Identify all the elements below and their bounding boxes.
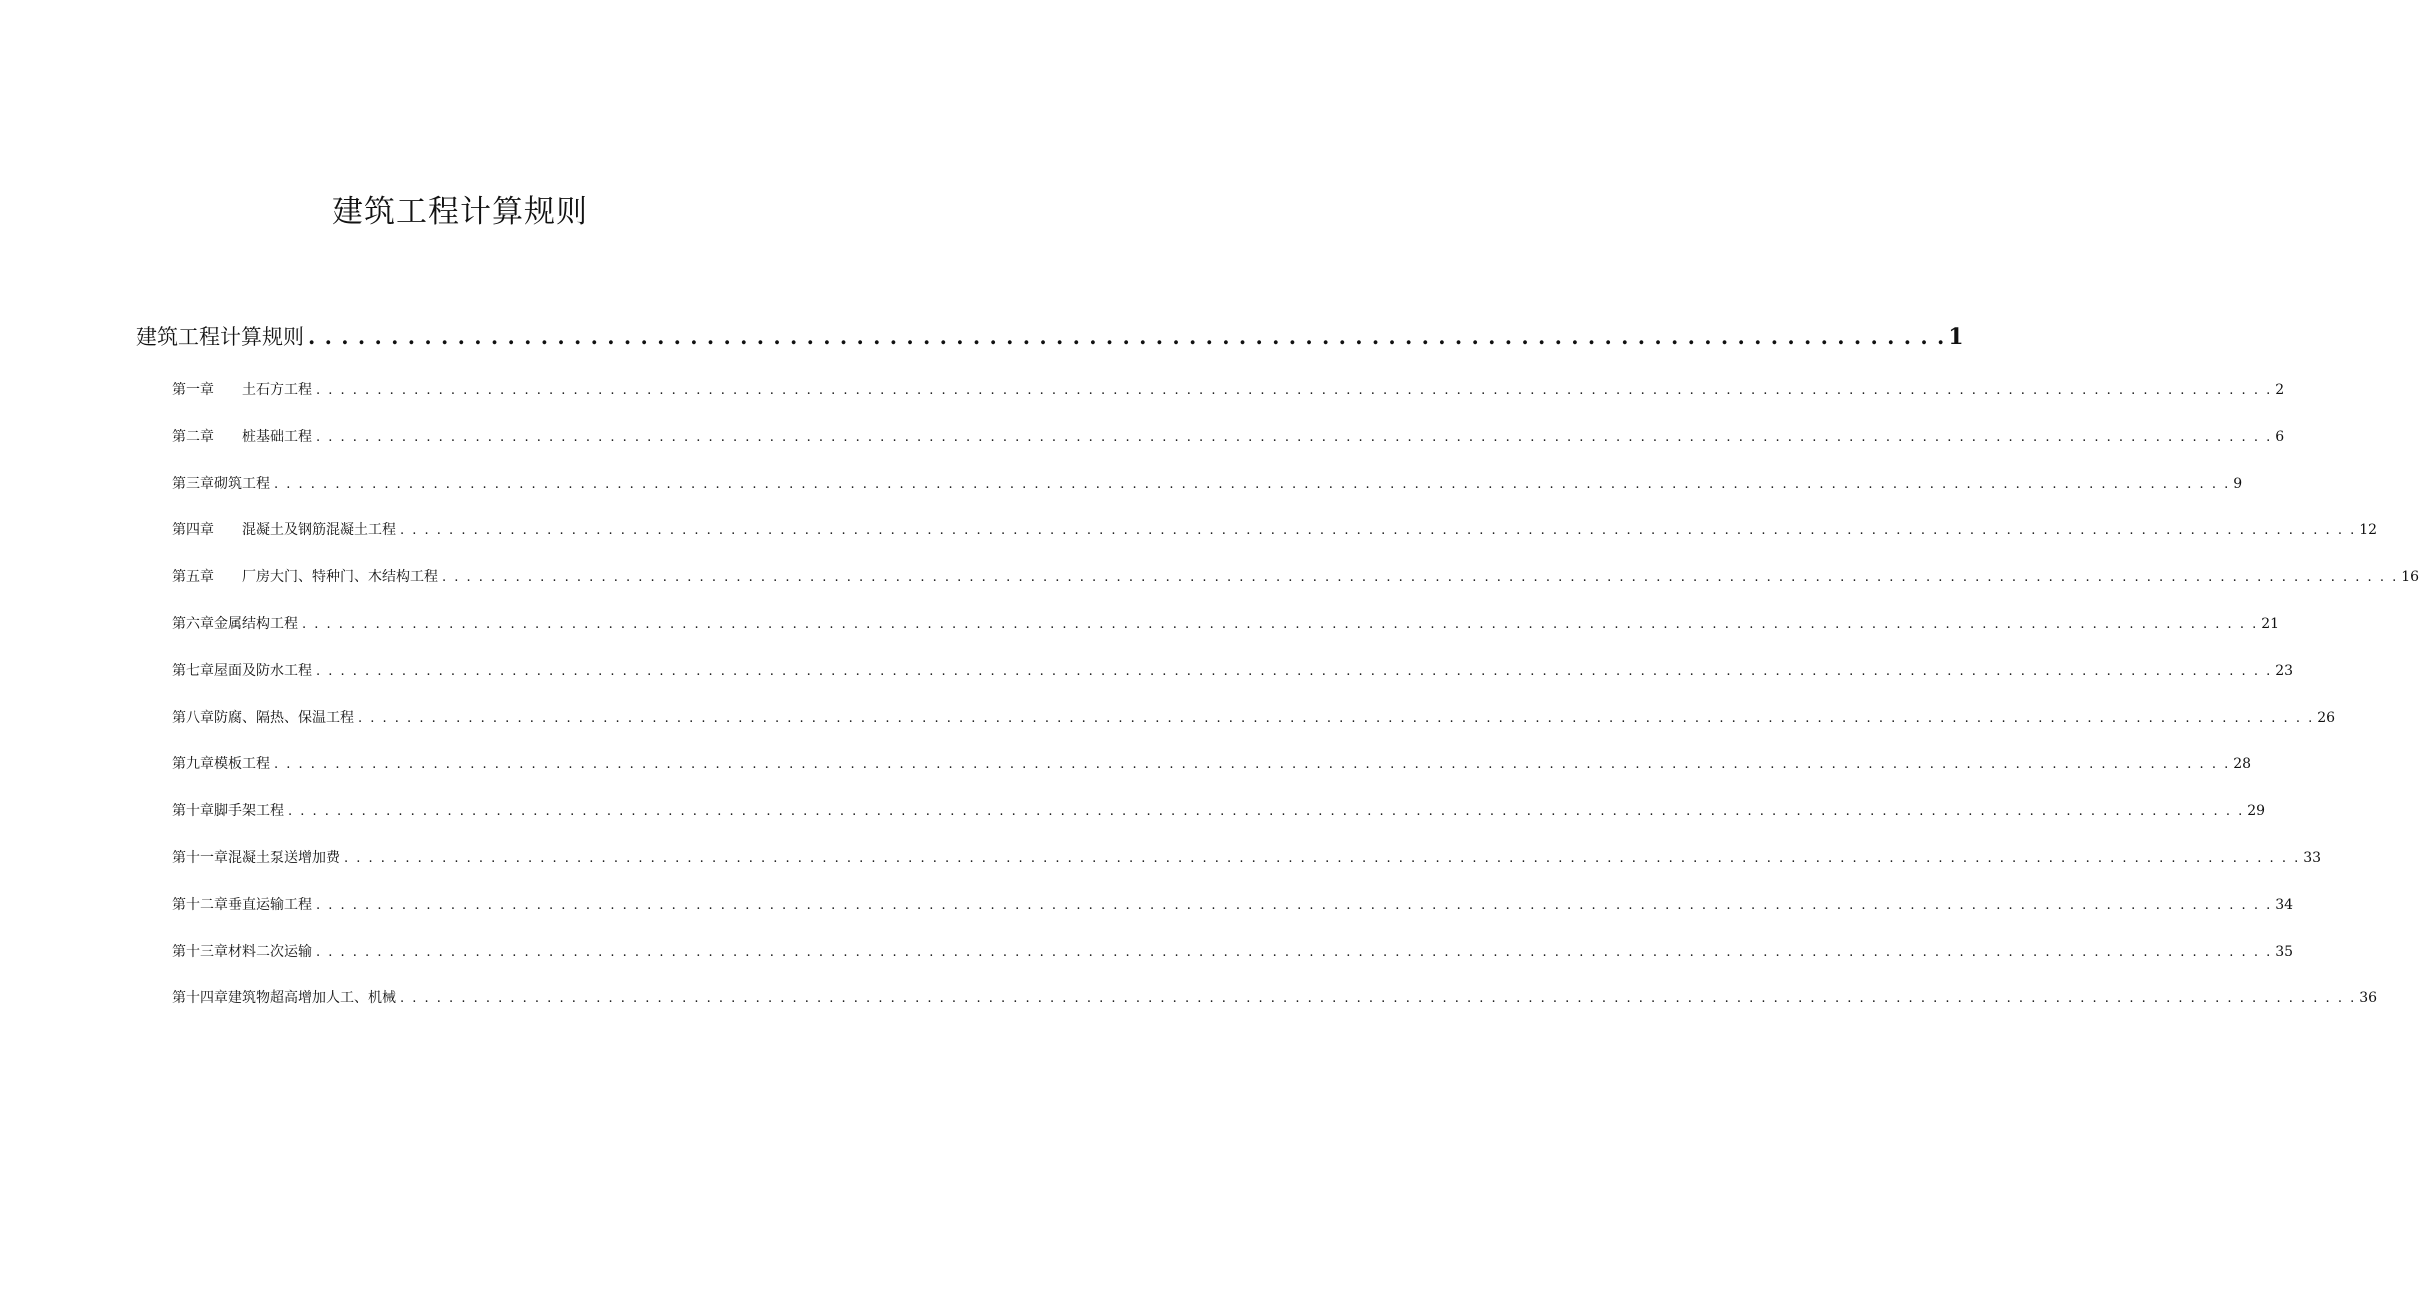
toc-entry-label: 第十章脚手架工程 [172, 803, 284, 820]
toc-chapter-entry[interactable] [172, 753, 2252, 776]
toc-chapter-entry[interactable] [172, 894, 2294, 917]
toc-dot-leader: . . . . . . . . . . . . . . . . . . . . . . . . . . . . . . . . . . . . . . . . . . . . . . . . . . . . . . . . . . . . . . . . . . . . . . . . . . . . . . . . . . . . . . . . . . . . . . . . . . . [308, 324, 1946, 349]
toc-entry-page-number: 35 [2275, 943, 2294, 960]
toc-dot-leader: . . . . . . . . . . . . . . . . . . . . . . . . . . . . . . . . . . . . . . . . . . . . . . . . . . . . . . . . . . . . . . . . . . . . . . . . . . . . . . . . . . . . . . . . . . . . . . . . . . . . . . . . . . . . . . . . . . . . . . . . . . . . . . . . . . . . . . . . . . . . . . . . . . . . . . . . . . . . . . . . [316, 663, 2273, 679]
toc-chapter-entry[interactable] [172, 519, 2378, 542]
toc-main-entry[interactable] [136, 322, 1964, 352]
toc-chapter-entry[interactable] [172, 987, 2378, 1010]
toc-entry-label: 第十二章垂直运输工程 [172, 896, 312, 913]
toc-chapter-entry[interactable] [172, 379, 2285, 402]
toc-dot-leader: . . . . . . . . . . . . . . . . . . . . . . . . . . . . . . . . . . . . . . . . . . . . . . . . . . . . . . . . . . . . . . . . . . . . . . . . . . . . . . . . . . . . . . . . . . . . . . . . . . . . . . . . . . . . . . . . . . . . . . . . . . . . . . . . . . . . . . . . . . . . . . . . . . . . . . . . . . . . . . . . [400, 991, 2357, 1007]
toc-dot-leader: . . . . . . . . . . . . . . . . . . . . . . . . . . . . . . . . . . . . . . . . . . . . . . . . . . . . . . . . . . . . . . . . . . . . . . . . . . . . . . . . . . . . . . . . . . . . . . . . . . . . . . . . . . . . . . . . . . . . . . . . . . . . . . . . . . . . . . . . . . . . . . . . . . . . . . . . . . . . . . . . [274, 757, 2231, 773]
toc-dot-leader: . . . . . . . . . . . . . . . . . . . . . . . . . . . . . . . . . . . . . . . . . . . . . . . . . . . . . . . . . . . . . . . . . . . . . . . . . . . . . . . . . . . . . . . . . . . . . . . . . . . . . . . . . . . . . . . . . . . . . . . . . . . . . . . . . . . . . . . . . . . . . . . . . . . . . . . . . . . . . . . . [400, 523, 2357, 539]
toc-entry-label: 第三章砌筑工程 [172, 475, 270, 492]
toc-entry-label: 第五章 厂房大门、特种门、木结构工程 [172, 569, 438, 586]
toc-chapter-entry[interactable] [172, 613, 2280, 636]
toc-chapter-entry[interactable] [172, 426, 2285, 449]
toc-entry-label: 第十三章材料二次运输 [172, 943, 312, 960]
toc-dot-leader: . . . . . . . . . . . . . . . . . . . . . . . . . . . . . . . . . . . . . . . . . . . . . . . . . . . . . . . . . . . . . . . . . . . . . . . . . . . . . . . . . . . . . . . . . . . . . . . . . . . . . . . . . . . . . . . . . . . . . . . . . . . . . . . . . . . . . . . . . . . . . . . . . . . . . . . . . . . . . . . . [316, 383, 2273, 398]
toc-entry-page-number: 12 [2359, 522, 2378, 539]
toc-chapter-entry[interactable] [172, 800, 2266, 823]
toc-entry-page-number: 36 [2359, 990, 2378, 1007]
toc-entry-label: 第四章 混凝土及钢筋混凝土工程 [172, 522, 396, 539]
toc-dot-leader: . . . . . . . . . . . . . . . . . . . . . . . . . . . . . . . . . . . . . . . . . . . . . . . . . . . . . . . . . . . . . . . . . . . . . . . . . . . . . . . . . . . . . . . . . . . . . . . . . . . . . . . . . . . . . . . . . . . . . . . . . . . . . . . . . . . . . . . . . . . . . . . . . . . . . . . . . . . . . . . . [358, 710, 2315, 726]
toc-entry-label: 第七章屋面及防水工程 [172, 662, 312, 679]
toc-entry-page-number: 34 [2275, 896, 2294, 913]
toc-entry-label: 第二章 桩基础工程 [172, 428, 312, 445]
toc-chapter-entry[interactable] [172, 847, 2322, 870]
toc-entry-page-number: 2 [2275, 382, 2285, 398]
toc-entry-page-number: 21 [2261, 616, 2280, 632]
toc-entry-page-number: 1 [1948, 324, 1964, 350]
toc-chapter-entry[interactable] [172, 941, 2294, 964]
toc-dot-leader: . . . . . . . . . . . . . . . . . . . . . . . . . . . . . . . . . . . . . . . . . . . . . . . . . . . . . . . . . . . . . . . . . . . . . . . . . . . . . . . . . . . . . . . . . . . . . . . . . . . . . . . . . . . . . . . . . . . . . . . . . . . . . . . . . . . . . . . . . . . . . . . . . . . . . . . . . . . . . . . . [316, 429, 2273, 445]
toc-chapter-entry[interactable] [172, 707, 2336, 730]
toc-entry-label: 建筑工程计算规则 [136, 325, 304, 349]
toc-entry-label: 第六章金属结构工程 [172, 616, 298, 632]
toc-entry-page-number: 6 [2275, 428, 2285, 445]
toc-dot-leader: . . . . . . . . . . . . . . . . . . . . . . . . . . . . . . . . . . . . . . . . . . . . . . . . . . . . . . . . . . . . . . . . . . . . . . . . . . . . . . . . . . . . . . . . . . . . . . . . . . . . . . . . . . . . . . . . . . . . . . . . . . . . . . . . . . . . . . . . . . . . . . . . . . . . . . . . . . . . . . . . [344, 851, 2301, 866]
toc-entry-label: 第八章防腐、隔热、保温工程 [172, 709, 354, 726]
toc-entry-page-number: 23 [2275, 662, 2294, 679]
toc-entry-label: 第九章模板工程 [172, 756, 270, 773]
toc-dot-leader: . . . . . . . . . . . . . . . . . . . . . . . . . . . . . . . . . . . . . . . . . . . . . . . . . . . . . . . . . . . . . . . . . . . . . . . . . . . . . . . . . . . . . . . . . . . . . . . . . . . . . . . . . . . . . . . . . . . . . . . . . . . . . . . . . . . . . . . . . . . . . . . . . . . . . . . . . . . . . . . . [288, 804, 2245, 820]
toc-dot-leader: . . . . . . . . . . . . . . . . . . . . . . . . . . . . . . . . . . . . . . . . . . . . . . . . . . . . . . . . . . . . . . . . . . . . . . . . . . . . . . . . . . . . . . . . . . . . . . . . . . . . . . . . . . . . . . . . . . . . . . . . . . . . . . . . . . . . . . . . . . . . . . . . . . . . . . . . . . . . . . . . [274, 476, 2231, 492]
toc-chapter-entry[interactable] [172, 660, 2294, 683]
toc-entry-label: 第十一章混凝土泵送增加费 [172, 850, 340, 866]
document-title: 建筑工程计算规则 [332, 194, 588, 230]
toc-entry-page-number: 16 [2401, 569, 2419, 586]
toc-entry-page-number: 29 [2247, 803, 2266, 820]
toc-dot-leader: . . . . . . . . . . . . . . . . . . . . . . . . . . . . . . . . . . . . . . . . . . . . . . . . . . . . . . . . . . . . . . . . . . . . . . . . . . . . . . . . . . . . . . . . . . . . . . . . . . . . . . . . . . . . . . . . . . . . . . . . . . . . . . . . . . . . . . . . . . . . . . . . . . . . . . . . . . . . . . . . [442, 570, 2399, 586]
toc-entry-page-number: 9 [2233, 475, 2243, 492]
toc-dot-leader: . . . . . . . . . . . . . . . . . . . . . . . . . . . . . . . . . . . . . . . . . . . . . . . . . . . . . . . . . . . . . . . . . . . . . . . . . . . . . . . . . . . . . . . . . . . . . . . . . . . . . . . . . . . . . . . . . . . . . . . . . . . . . . . . . . . . . . . . . . . . . . . . . . . . . . . . . . . . . . . . [316, 897, 2273, 913]
toc-entry-page-number: 28 [2233, 756, 2252, 773]
toc-entry-label: 第十四章建筑物超高增加人工、机械 [172, 990, 396, 1007]
toc-entry-label: 第一章 土石方工程 [172, 382, 312, 398]
toc-entry-page-number: 33 [2303, 850, 2322, 866]
toc-chapter-entry[interactable] [172, 566, 2419, 589]
toc-dot-leader: . . . . . . . . . . . . . . . . . . . . . . . . . . . . . . . . . . . . . . . . . . . . . . . . . . . . . . . . . . . . . . . . . . . . . . . . . . . . . . . . . . . . . . . . . . . . . . . . . . . . . . . . . . . . . . . . . . . . . . . . . . . . . . . . . . . . . . . . . . . . . . . . . . . . . . . . . . . . . . . . [316, 944, 2273, 960]
toc-entry-page-number: 26 [2317, 709, 2336, 726]
toc-chapter-entry[interactable] [172, 473, 2243, 496]
toc-dot-leader: . . . . . . . . . . . . . . . . . . . . . . . . . . . . . . . . . . . . . . . . . . . . . . . . . . . . . . . . . . . . . . . . . . . . . . . . . . . . . . . . . . . . . . . . . . . . . . . . . . . . . . . . . . . . . . . . . . . . . . . . . . . . . . . . . . . . . . . . . . . . . . . . . . . . . . . . . . . . . . . . [302, 617, 2259, 632]
